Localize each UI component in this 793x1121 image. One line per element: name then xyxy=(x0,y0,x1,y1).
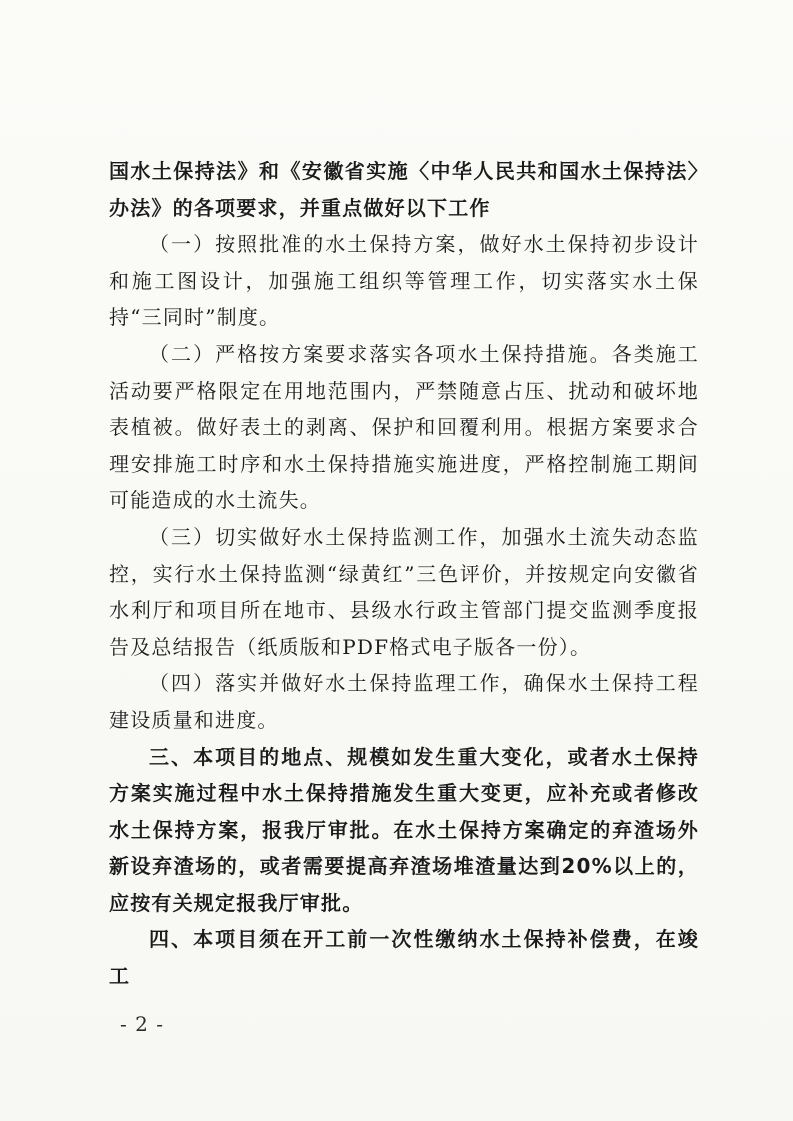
body-text xyxy=(109,153,699,995)
paragraph-item-1: （一）按照批准的水土保持方案，做好水土保持初步设计和施工图设计，加强施工组织等管理工作，切实落实水土保持“三同时”制度。 xyxy=(109,232,699,330)
paragraph-item-3: （三）切实做好水土保持监测工作，加强水土流失动态监控，实行水土保持监测“绿黄红”三色评价，并按规定向安徽省水利厅和项目所在地市、县级水行政主管部门提交监测季度报告及总结报告（纸质版和PDF格式电子版各一份）。 xyxy=(109,524,699,659)
page-number: - 2 - xyxy=(120,1012,164,1036)
paragraph-item-4: （四）落实并做好水土保持监理工作，确保水土保持工程建设质量和进度。 xyxy=(109,671,699,732)
paragraph-item-2: （二）严格按方案要求落实各项水土保持措施。各类施工活动要严格限定在用地范围内，严禁随意占压、扰动和破坏地表植被。做好表土的剥离、保护和回覆利用。根据方案要求合理安排施工时序和水土保持措施实施进度，严格控制施工期间可能造成的水土流失。 xyxy=(109,341,699,513)
paragraph-section-4: 四、本项目须在开工前一次性缴纳水土保持补偿费，在竣工 xyxy=(109,927,699,989)
paragraph-section-3: 三、本项目的地点、规模如发生重大变化，或者水土保持方案实施过程中水土保持措施发生重大变更，应补充或者修改水土保持方案，报我厅审批。在水土保持方案确定的弃渣场外新设弃渣场的，或者需要提高弃渣场堆渣量达到20%以上的，应按有关规定报我厅审批。 xyxy=(109,744,699,915)
paragraph-intro-continuation: 国水土保持法》和《安徽省实施〈中华人民共和国水土保持法〉办法》的各项要求，并重点做好以下工作 xyxy=(109,159,699,220)
